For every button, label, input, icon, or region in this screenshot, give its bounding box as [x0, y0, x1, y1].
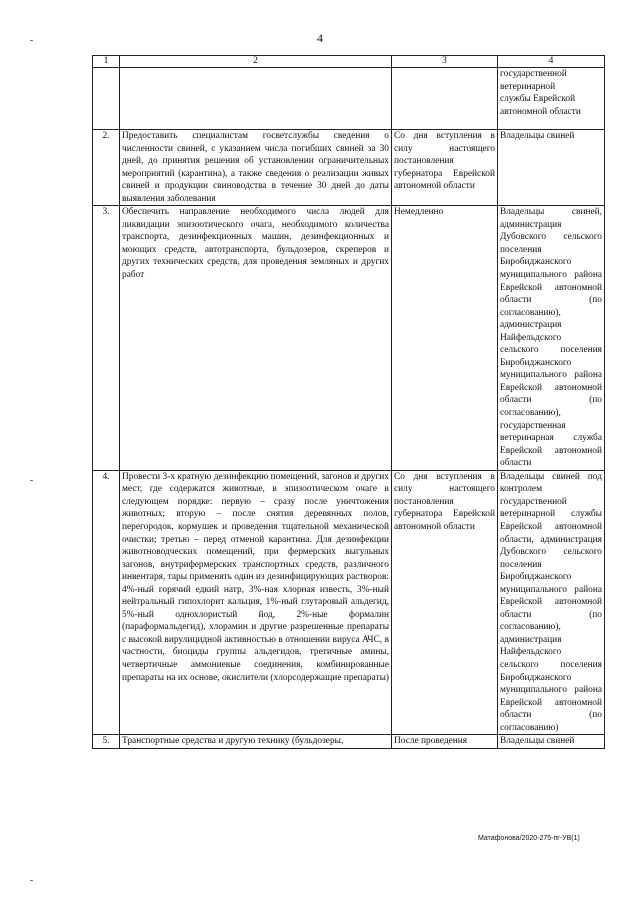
row-term: После проведения [392, 735, 498, 749]
row-number: 4. [93, 470, 120, 734]
measures-table [92, 55, 605, 749]
row-term: Со дня вступления в силу настоящего постановления губернатора Еврейской автономной области [392, 470, 498, 734]
row-number: 2. [93, 130, 120, 206]
margin-tick [30, 880, 33, 881]
margin-tick [30, 480, 33, 481]
table-header-row [93, 56, 605, 68]
row-action [120, 68, 392, 130]
row-action: Провести 3-х кратную дезинфекцию помещений, загонов и других мест, где содержатся животные, в эпизоотическом очаге в следующем порядке: первую – сразу после уничтожения животных; вторую – после снятия деревянных полов, перегородок, кормушек и проведения тщательной механической очистки; третью – перед отменой карантина. Для дезинфекции животноводческих помещений, при фермерских выгульных загонов, внутрифермерских транспортных средств, различного инвентаря, тары применять один из дезинфицирующих растворов: 4%-ный горячий едкий натр, 3%-ная хлорная известь, 3%-ный нейтральный гипохлорит кальция, 1%-ный глутаровый альдегид, 5%-ный однохлористый йод, 2%-ные формалин (параформальдегид), хлорамин и другие разрешенные препараты с высокой вирулицидной активностью в отношении вируса АЧС, в частности, биоциды группы альдегидов, третичные амины, четвертичные аммониевые соединения, комбинированные препараты на их основе, окислители (хлорсодержащие препараты) [120, 470, 392, 734]
row-responsible: государственной ветеринарной службы Еврейской автономной области [498, 68, 605, 130]
table-row [93, 470, 605, 734]
row-number: 5. [93, 735, 120, 749]
row-term [392, 68, 498, 130]
row-responsible: Владельцы свиней, администрация Дубовского сельского поселения Биробиджанского муниципального района Еврейской автономной области (по согласованию), администрация Найфельдского сельского поселения Биробиджанского муниципального района Еврейской автономной области (по согласованию), государственная ветеринарная служба Еврейской автономной области [498, 206, 605, 470]
header-cell: 3 [392, 56, 498, 68]
row-action: Предоставить специалистам госветслужбы сведения о численности свиней, с указанием числа погибших свиней за 30 дней, до принятия решения об установлении ограничительных мероприятий (карантина), а также сведения о реализации живых свиней и продукции свиноводства в течение 30 дней до даты выявления заболевания [120, 130, 392, 206]
row-number: 3. [93, 206, 120, 470]
table-row [93, 735, 605, 749]
row-number [93, 68, 120, 130]
document-code: Матафонова/2020-275-пг-УВ(1) [478, 835, 580, 842]
table-row [93, 206, 605, 470]
header-cell: 1 [93, 56, 120, 68]
table-row [93, 68, 605, 130]
row-responsible: Владельцы свиней [498, 130, 605, 206]
row-responsible: Владельцы свиней под контролем государственной ветеринарной службы Еврейской автономной области, администрация Дубовского сельского поселения Биробиджанского муниципального района Еврейской автономной области (по согласованию), администрация Найфельдского сельского поселения Биробиджанского муниципального района Еврейской автономной области (по согласованию) [498, 470, 605, 734]
row-action: Обеспечить направление необходимого числа людей для ликвидации эпизоотического очага, необходимого количества транспорта, дезинфекционных машин, дезинфекционных и моющих средств, автотранспорта, бульдозеров, скреперов и других технических средств, для проведения земляных и других работ [120, 206, 392, 470]
row-action: Транспортные средства и другую технику (бульдозеры, [120, 735, 392, 749]
header-cell: 2 [120, 56, 392, 68]
margin-tick [30, 40, 33, 41]
header-cell: 4 [498, 56, 605, 68]
page-number: 4 [317, 31, 323, 45]
row-term: Немедленно [392, 206, 498, 470]
row-responsible: Владельцы свиней [498, 735, 605, 749]
table-row [93, 130, 605, 206]
row-term: Со дня вступления в силу настоящего постановления губернатора Еврейской автономной области [392, 130, 498, 206]
